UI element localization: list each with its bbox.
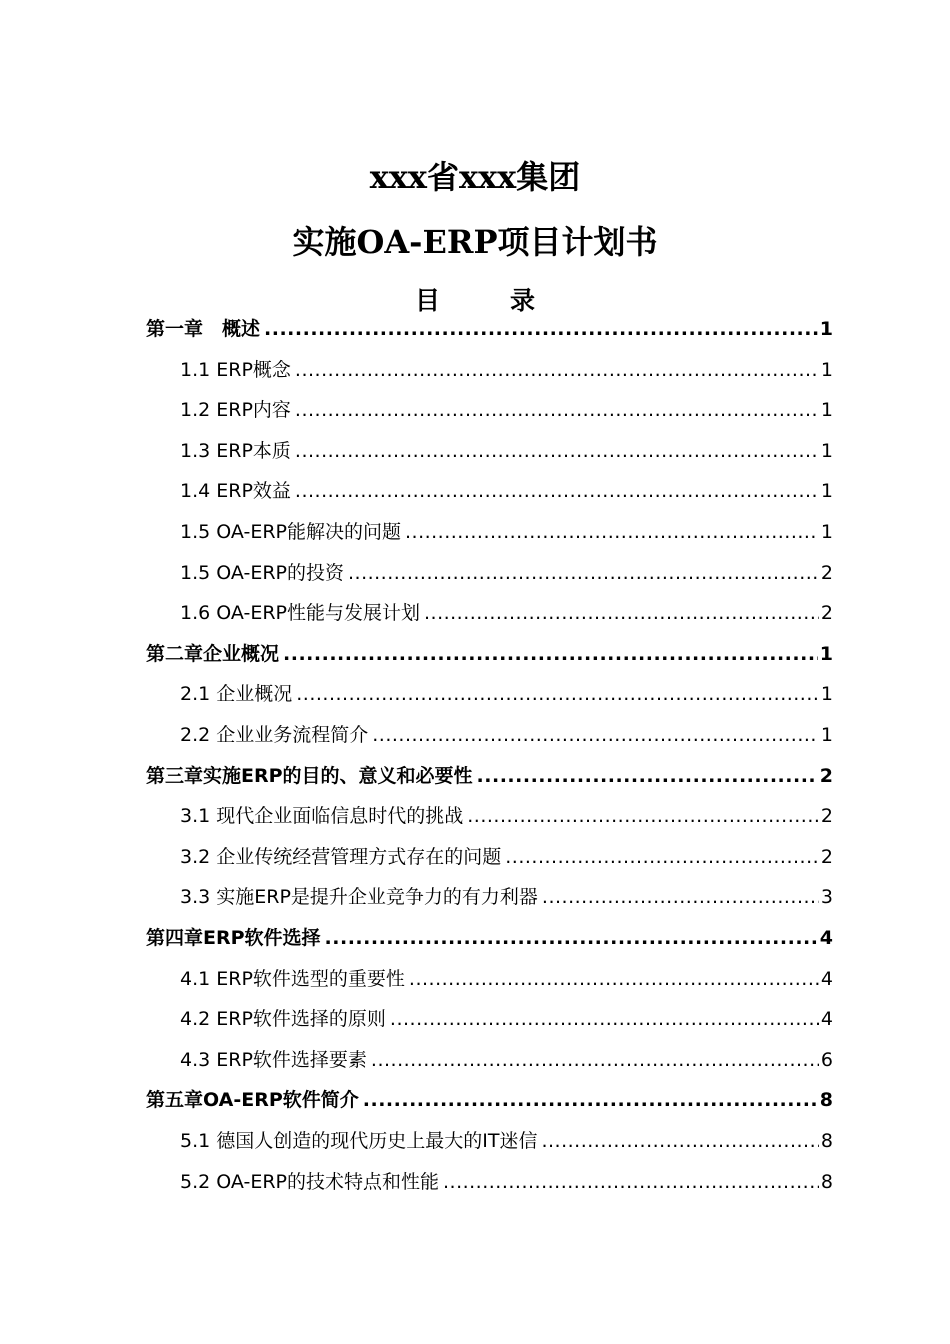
- toc-chapter-entry[interactable]: [146, 761, 833, 791]
- toc-entry-label: 1.6 OA-ERP性能与发展计划: [180, 602, 420, 624]
- toc-dot-leader: [477, 761, 818, 791]
- toc-page-number: 4: [819, 927, 833, 949]
- toc-dot-leader: [542, 882, 819, 912]
- toc-section-entry[interactable]: [180, 476, 833, 506]
- toc-page-number: 2: [820, 602, 833, 624]
- toc-entry-label: 1.5 OA-ERP的投资: [180, 562, 344, 584]
- toc-entry-label: 2.1 企业概况: [180, 683, 293, 705]
- toc-entry-label: 第二章企业概况: [146, 643, 280, 665]
- toc-page-number: 2: [819, 765, 833, 787]
- toc-entry-label: 4.1 ERP软件选型的重要性: [180, 968, 405, 990]
- toc-page-number: 1: [820, 440, 833, 462]
- toc-page-number: 1: [820, 724, 833, 746]
- toc-page-number: 3: [820, 886, 833, 908]
- toc-page-number: 1: [820, 359, 833, 381]
- toc-chapter-entry[interactable]: [146, 1085, 833, 1115]
- toc-entry-label: 第五章OA-ERP软件简介: [146, 1089, 359, 1111]
- toc-section-entry[interactable]: [180, 355, 833, 385]
- toc-section-entry[interactable]: [180, 558, 833, 588]
- toc-dot-leader: [295, 436, 819, 466]
- toc-entry-label: 1.5 OA-ERP能解决的问题: [180, 521, 401, 543]
- toc-entry-label: 2.2 企业业务流程简介: [180, 724, 369, 746]
- toc-dot-leader: [295, 395, 819, 425]
- toc-page-number: 2: [820, 805, 833, 827]
- toc-dot-leader: [283, 639, 818, 669]
- toc-dot-leader: [264, 314, 818, 344]
- toc-page-number: 8: [819, 1089, 833, 1111]
- toc-page-number: 6: [820, 1049, 833, 1071]
- toc-dot-leader: [363, 1085, 818, 1115]
- toc-dot-leader: [295, 476, 819, 506]
- toc-chapter-entry[interactable]: [146, 314, 833, 344]
- toc-section-entry[interactable]: [180, 1126, 833, 1156]
- toc-entry-label: 第三章实施ERP的目的、意义和必要性: [146, 765, 473, 787]
- toc-dot-leader: [325, 923, 818, 953]
- toc-page-number: 4: [820, 1008, 833, 1030]
- toc-page-number: 2: [820, 846, 833, 868]
- toc-entry-label: 1.1 ERP概念: [180, 359, 291, 381]
- toc-section-entry[interactable]: [180, 801, 833, 831]
- toc-page-number: 4: [820, 968, 833, 990]
- toc-section-entry[interactable]: [180, 1004, 833, 1034]
- toc-page-number: 1: [820, 480, 833, 502]
- toc-section-entry[interactable]: [180, 1167, 833, 1197]
- toc-dot-leader: [348, 558, 819, 588]
- toc-dot-leader: [467, 801, 819, 831]
- toc-dot-leader: [405, 517, 819, 547]
- toc-page-number: 8: [820, 1130, 833, 1152]
- toc-section-entry[interactable]: [180, 598, 833, 628]
- toc-chapter-entry[interactable]: [146, 639, 833, 669]
- toc-entry-label: 5.2 OA-ERP的技术特点和性能: [180, 1171, 439, 1193]
- document-title-line-2: 实施OA-ERP项目计划书: [292, 223, 658, 261]
- toc-page-number: 1: [819, 643, 833, 665]
- toc-dot-leader: [390, 1004, 819, 1034]
- toc-section-entry[interactable]: [180, 720, 833, 750]
- toc-dot-leader: [295, 355, 819, 385]
- toc-section-entry[interactable]: [180, 842, 833, 872]
- toc-section-entry[interactable]: [180, 882, 833, 912]
- toc-entry-label: 3.1 现代企业面临信息时代的挑战: [180, 805, 464, 827]
- document-title-line-1: xxx省xxx集团: [369, 158, 581, 196]
- toc-entry-label: 1.3 ERP本质: [180, 440, 291, 462]
- toc-section-entry[interactable]: [180, 679, 833, 709]
- toc-dot-leader: [409, 964, 819, 994]
- toc-dot-leader: [424, 598, 819, 628]
- toc-page-number: 2: [820, 562, 833, 584]
- toc-dot-leader: [371, 1045, 819, 1075]
- toc-chapter-entry[interactable]: [146, 923, 833, 953]
- toc-entry-label: 1.4 ERP效益: [180, 480, 291, 502]
- toc-page-number: 1: [820, 399, 833, 421]
- toc-heading: 目录: [414, 286, 605, 315]
- toc-entry-label: 1.2 ERP内容: [180, 399, 291, 421]
- toc-section-entry[interactable]: [180, 517, 833, 547]
- toc-entry-label: 第一章 概述: [146, 318, 261, 340]
- toc-section-entry[interactable]: [180, 395, 833, 425]
- toc-entry-label: 第四章ERP软件选择: [146, 927, 321, 949]
- toc-entry-label: 3.3 实施ERP是提升企业竞争力的有力利器: [180, 886, 538, 908]
- toc-section-entry[interactable]: [180, 1045, 833, 1075]
- toc-dot-leader: [443, 1167, 819, 1197]
- toc-section-entry[interactable]: [180, 436, 833, 466]
- toc-dot-leader: [372, 720, 819, 750]
- toc-entry-label: 4.2 ERP软件选择的原则: [180, 1008, 386, 1030]
- toc-page-number: 1: [819, 318, 833, 340]
- toc-section-entry[interactable]: [180, 964, 833, 994]
- toc-page-number: 1: [820, 683, 833, 705]
- toc-dot-leader: [505, 842, 819, 872]
- toc-entry-label: 5.1 德国人创造的现代历史上最大的IT迷信: [180, 1130, 538, 1152]
- toc-entry-label: 4.3 ERP软件选择要素: [180, 1049, 367, 1071]
- toc-dot-leader: [296, 679, 819, 709]
- toc-page-number: 1: [820, 521, 833, 543]
- toc-dot-leader: [541, 1126, 818, 1156]
- toc-entry-label: 3.2 企业传统经营管理方式存在的问题: [180, 846, 502, 868]
- toc-page-number: 8: [820, 1171, 833, 1193]
